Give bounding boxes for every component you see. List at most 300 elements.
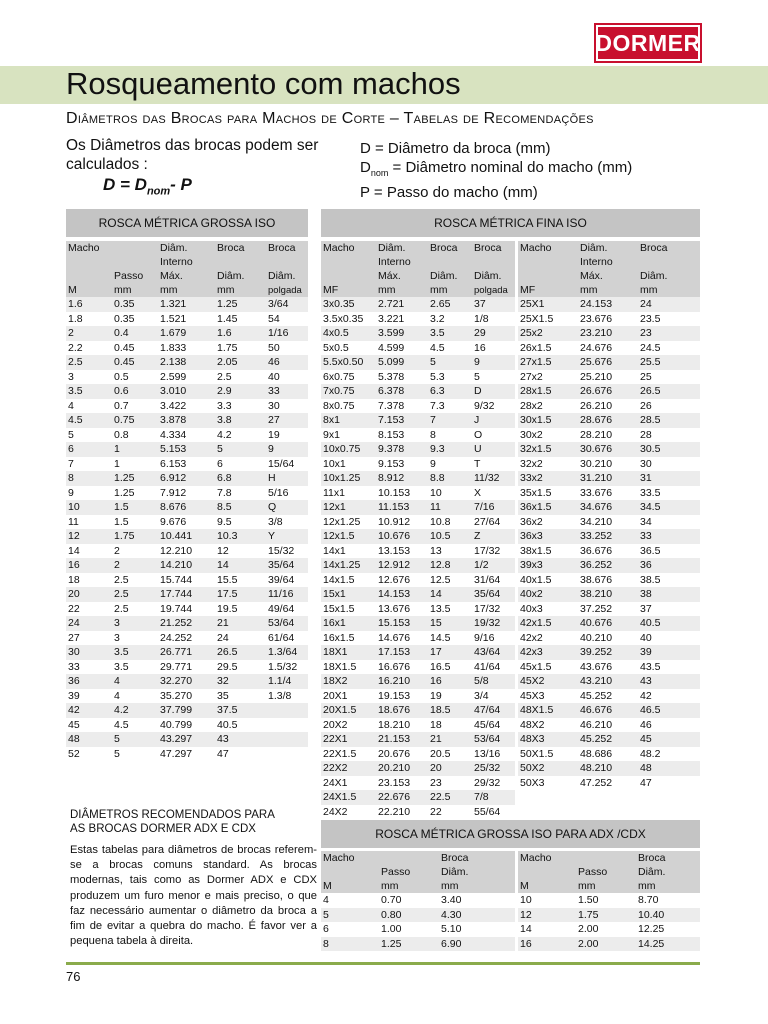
fina-right-row bbox=[518, 587, 700, 602]
fina-right-cell: 40.5 bbox=[638, 616, 700, 631]
fina-left-header-cell: polgada bbox=[472, 283, 515, 297]
fina-left-cell: 3.5 bbox=[428, 326, 472, 341]
grossa-cell: 6.912 bbox=[158, 471, 215, 486]
fina-right-header-cell: Macho bbox=[518, 241, 578, 255]
grossa-row bbox=[66, 399, 308, 414]
grossa-cell: 1 bbox=[112, 442, 158, 457]
fina-right-cell: 38.676 bbox=[578, 573, 638, 588]
fina-right-row bbox=[518, 384, 700, 399]
grossa-row bbox=[66, 674, 308, 689]
grossa-cell: 2 bbox=[112, 544, 158, 559]
fina-left-cell: 29/32 bbox=[472, 776, 515, 791]
fina-right-cell: 45x1.5 bbox=[518, 660, 578, 675]
grossa-cell: 35.270 bbox=[158, 689, 215, 704]
adx-left-header-row bbox=[321, 865, 515, 879]
fina-right-header-cell: Broca bbox=[638, 241, 700, 255]
fina-left-header-row bbox=[321, 283, 515, 297]
grossa-cell: 29.5 bbox=[215, 660, 266, 675]
fina-heading: ROSCA MÉTRICA FINA ISO bbox=[321, 209, 700, 237]
grossa-cell: 9.5 bbox=[215, 515, 266, 530]
fina-right-header-cell: Diâm. bbox=[638, 269, 700, 283]
grossa-cell: 11/16 bbox=[266, 587, 308, 602]
fina-right-header-cell: Interno bbox=[578, 255, 638, 269]
fina-right-row bbox=[518, 703, 700, 718]
fina-left-cell: 5/8 bbox=[472, 674, 515, 689]
grossa-cell: 1.75 bbox=[112, 529, 158, 544]
fina-right-cell: 27x2 bbox=[518, 370, 578, 385]
fina-right-cell: 42 bbox=[638, 689, 700, 704]
grossa-cell: 52 bbox=[66, 747, 112, 762]
grossa-cell: 12 bbox=[215, 544, 266, 559]
fina-left-cell: 14.676 bbox=[376, 631, 428, 646]
grossa-cell: 1.321 bbox=[158, 297, 215, 312]
fina-left-row bbox=[321, 384, 515, 399]
fina-right-cell: 39 bbox=[638, 645, 700, 660]
grossa-cell: 8.5 bbox=[215, 500, 266, 515]
grossa-cell: 1.3/8 bbox=[266, 689, 308, 704]
grossa-cell: 1.25 bbox=[215, 297, 266, 312]
fina-left-cell: 8.912 bbox=[376, 471, 428, 486]
grossa-header-cell bbox=[66, 269, 112, 283]
adx-right-header-cell: Broca bbox=[636, 851, 700, 865]
fina-table-right bbox=[518, 241, 700, 790]
grossa-cell: 6 bbox=[66, 442, 112, 457]
adx-left-header-cell: mm bbox=[439, 879, 515, 893]
grossa-cell: 42 bbox=[66, 703, 112, 718]
grossa-cell: 0.35 bbox=[112, 297, 158, 312]
grossa-cell: 0.6 bbox=[112, 384, 158, 399]
grossa-row bbox=[66, 486, 308, 501]
fina-left-row bbox=[321, 616, 515, 631]
grossa-cell: 24 bbox=[66, 616, 112, 631]
adx-left-header-cell: Diâm. bbox=[439, 865, 515, 879]
fina-right-row bbox=[518, 631, 700, 646]
fina-left-row bbox=[321, 674, 515, 689]
grossa-cell: 2.138 bbox=[158, 355, 215, 370]
recommended-heading-line2: AS BROCAS DORMER ADX E CDX bbox=[70, 823, 256, 835]
grossa-cell: 8.676 bbox=[158, 500, 215, 515]
fina-right-row bbox=[518, 341, 700, 356]
fina-left-row bbox=[321, 805, 515, 820]
fina-left-row bbox=[321, 558, 515, 573]
fina-left-row bbox=[321, 399, 515, 414]
fina-left-row bbox=[321, 471, 515, 486]
fina-right-row bbox=[518, 602, 700, 617]
grossa-header-cell bbox=[215, 255, 266, 269]
fina-right-cell: 40.210 bbox=[578, 631, 638, 646]
footer-divider bbox=[66, 962, 700, 965]
fina-right-cell: 48.210 bbox=[578, 761, 638, 776]
fina-left-row bbox=[321, 486, 515, 501]
grossa-cell: 2 bbox=[112, 558, 158, 573]
adx-table-right bbox=[518, 851, 700, 951]
grossa-row bbox=[66, 326, 308, 341]
fina-right-cell: 25.210 bbox=[578, 370, 638, 385]
fina-left-row bbox=[321, 457, 515, 472]
fina-left-cell: 47/64 bbox=[472, 703, 515, 718]
fina-left-cell: 1/2 bbox=[472, 558, 515, 573]
fina-left-cell: 3.2 bbox=[428, 312, 472, 327]
fina-left-cell: 25/32 bbox=[472, 761, 515, 776]
grossa-cell: 0.7 bbox=[112, 399, 158, 414]
fina-right-cell: 26x1.5 bbox=[518, 341, 578, 356]
grossa-cell: 30 bbox=[266, 399, 308, 414]
fina-right-row bbox=[518, 558, 700, 573]
fina-left-cell: 6.3 bbox=[428, 384, 472, 399]
adx-left-cell: 5.10 bbox=[439, 922, 515, 937]
fina-left-cell: 24X1.5 bbox=[321, 790, 376, 805]
fina-left-row bbox=[321, 602, 515, 617]
grossa-cell: 43.297 bbox=[158, 732, 215, 747]
fina-left-cell: Z bbox=[472, 529, 515, 544]
fina-left-cell: 4.5 bbox=[428, 341, 472, 356]
adx-left-row bbox=[321, 893, 515, 908]
fina-right-cell: 50X2 bbox=[518, 761, 578, 776]
grossa-cell: 1 bbox=[112, 457, 158, 472]
grossa-cell: 1.5 bbox=[112, 500, 158, 515]
fina-left-cell: 14x1.5 bbox=[321, 573, 376, 588]
fina-left-header-cell: Interno bbox=[376, 255, 428, 269]
grossa-cell: H bbox=[266, 471, 308, 486]
grossa-cell: 37.799 bbox=[158, 703, 215, 718]
fina-left-row bbox=[321, 631, 515, 646]
grossa-cell: 53/64 bbox=[266, 616, 308, 631]
fina-left-row bbox=[321, 515, 515, 530]
fina-right-cell: 48.686 bbox=[578, 747, 638, 762]
fina-left-cell: 12.912 bbox=[376, 558, 428, 573]
grossa-cell bbox=[266, 747, 308, 762]
grossa-row bbox=[66, 616, 308, 631]
fina-left-cell: D bbox=[472, 384, 515, 399]
fina-right-header-cell: Máx. bbox=[578, 269, 638, 283]
fina-right-cell: 34.210 bbox=[578, 515, 638, 530]
fina-left-cell: 16x1.5 bbox=[321, 631, 376, 646]
adx-left-row bbox=[321, 908, 515, 923]
grossa-cell: 33 bbox=[266, 384, 308, 399]
fina-left-cell: 12.8 bbox=[428, 558, 472, 573]
grossa-header-row bbox=[66, 241, 308, 255]
adx-right-header-cell bbox=[576, 851, 636, 865]
fina-left-row bbox=[321, 355, 515, 370]
fina-left-cell: 18X2 bbox=[321, 674, 376, 689]
grossa-row bbox=[66, 689, 308, 704]
fina-right-row bbox=[518, 747, 700, 762]
grossa-cell: 2.5 bbox=[112, 573, 158, 588]
adx-right-cell: 14 bbox=[518, 922, 576, 937]
fina-left-header-cell bbox=[428, 255, 472, 269]
grossa-cell: 4.5 bbox=[66, 413, 112, 428]
fina-right-cell: 40x1.5 bbox=[518, 573, 578, 588]
adx-right-row bbox=[518, 922, 700, 937]
adx-left-cell: 6.90 bbox=[439, 937, 515, 952]
grossa-cell: 4 bbox=[66, 399, 112, 414]
fina-left-cell: 16 bbox=[472, 341, 515, 356]
grossa-cell: 6 bbox=[215, 457, 266, 472]
fina-right-cell: 28.210 bbox=[578, 428, 638, 443]
grossa-cell: 40.799 bbox=[158, 718, 215, 733]
grossa-header-cell: mm bbox=[215, 283, 266, 297]
grossa-row bbox=[66, 602, 308, 617]
definition-d: D = Diâmetro da broca (mm) bbox=[360, 140, 551, 157]
fina-left-cell: 22.5 bbox=[428, 790, 472, 805]
fina-left-cell: 4.599 bbox=[376, 341, 428, 356]
fina-left-cell: 13.153 bbox=[376, 544, 428, 559]
grossa-cell: 12.210 bbox=[158, 544, 215, 559]
adx-right-header-cell: Passo bbox=[576, 865, 636, 879]
grossa-cell: 14.210 bbox=[158, 558, 215, 573]
fina-left-cell: 9x1 bbox=[321, 428, 376, 443]
grossa-cell: 24.252 bbox=[158, 631, 215, 646]
fina-left-cell: 16x1 bbox=[321, 616, 376, 631]
fina-right-cell: 30x1.5 bbox=[518, 413, 578, 428]
fina-right-header-row bbox=[518, 283, 700, 297]
fina-left-cell: 8.153 bbox=[376, 428, 428, 443]
fina-left-cell: 16.5 bbox=[428, 660, 472, 675]
fina-left-cell: 7.153 bbox=[376, 413, 428, 428]
grossa-cell: 2.9 bbox=[215, 384, 266, 399]
fina-left-cell: 13/16 bbox=[472, 747, 515, 762]
fina-left-cell: 13.5 bbox=[428, 602, 472, 617]
fina-left-cell: 35/64 bbox=[472, 587, 515, 602]
fina-left-cell: 22.210 bbox=[376, 805, 428, 820]
fina-right-cell: 24 bbox=[638, 297, 700, 312]
adx-left-header-cell bbox=[321, 865, 379, 879]
grossa-cell: 15.744 bbox=[158, 573, 215, 588]
grossa-cell: 32.270 bbox=[158, 674, 215, 689]
grossa-cell: 4.5 bbox=[112, 718, 158, 733]
adx-right-cell: 16 bbox=[518, 937, 576, 952]
grossa-cell: 1.679 bbox=[158, 326, 215, 341]
grossa-cell: 4.334 bbox=[158, 428, 215, 443]
fina-right-cell: 50X1.5 bbox=[518, 747, 578, 762]
fina-left-cell: 43/64 bbox=[472, 645, 515, 660]
fina-left-row bbox=[321, 776, 515, 791]
grossa-cell: Q bbox=[266, 500, 308, 515]
grossa-cell: 3.878 bbox=[158, 413, 215, 428]
fina-right-cell: 37.252 bbox=[578, 602, 638, 617]
grossa-header-cell: mm bbox=[112, 283, 158, 297]
grossa-cell: 3.010 bbox=[158, 384, 215, 399]
adx-right-header-cell: Diâm. bbox=[636, 865, 700, 879]
fina-right-cell: 25X1.5 bbox=[518, 312, 578, 327]
grossa-cell: 2 bbox=[66, 326, 112, 341]
fina-right-cell: 32x1.5 bbox=[518, 442, 578, 457]
fina-right-row bbox=[518, 660, 700, 675]
fina-left-cell: 23.153 bbox=[376, 776, 428, 791]
fina-left-cell: 10.5 bbox=[428, 529, 472, 544]
fina-left-cell: 19/32 bbox=[472, 616, 515, 631]
fina-left-cell: 3.221 bbox=[376, 312, 428, 327]
fina-left-header-cell: mm bbox=[376, 283, 428, 297]
adx-right-cell: 8.70 bbox=[636, 893, 700, 908]
fina-right-cell: 40x2 bbox=[518, 587, 578, 602]
fina-left-header-cell: mm bbox=[428, 283, 472, 297]
grossa-cell: 19.5 bbox=[215, 602, 266, 617]
fina-left-cell: 8x0.75 bbox=[321, 399, 376, 414]
fina-left-cell: 18X1.5 bbox=[321, 660, 376, 675]
adx-right-header-row bbox=[518, 851, 700, 865]
fina-left-cell: 3/4 bbox=[472, 689, 515, 704]
grossa-cell: 2.5 bbox=[66, 355, 112, 370]
grossa-header-cell bbox=[112, 241, 158, 255]
fina-right-cell: 43.676 bbox=[578, 660, 638, 675]
fina-right-cell: 40x3 bbox=[518, 602, 578, 617]
fina-right-cell: 38.210 bbox=[578, 587, 638, 602]
grossa-table bbox=[66, 241, 308, 761]
fina-right-cell: 28x1.5 bbox=[518, 384, 578, 399]
grossa-header-cell: Broca bbox=[266, 241, 308, 255]
fina-left-cell: 22X1.5 bbox=[321, 747, 376, 762]
grossa-cell: 5/16 bbox=[266, 486, 308, 501]
grossa-cell: 1.45 bbox=[215, 312, 266, 327]
grossa-cell: 26.5 bbox=[215, 645, 266, 660]
fina-left-cell: 41/64 bbox=[472, 660, 515, 675]
adx-left-cell: 4 bbox=[321, 893, 379, 908]
grossa-cell: 21 bbox=[215, 616, 266, 631]
fina-left-row bbox=[321, 500, 515, 515]
grossa-cell: 9.676 bbox=[158, 515, 215, 530]
fina-left-cell: 9.3 bbox=[428, 442, 472, 457]
grossa-cell: 17.5 bbox=[215, 587, 266, 602]
grossa-cell: 10 bbox=[66, 500, 112, 515]
adx-left-header-row bbox=[321, 879, 515, 893]
fina-right-cell: 25x2 bbox=[518, 326, 578, 341]
grossa-cell bbox=[266, 732, 308, 747]
fina-left-cell: 8x1 bbox=[321, 413, 376, 428]
fina-left-cell: 12x1 bbox=[321, 500, 376, 515]
grossa-header-cell: Diâm. bbox=[266, 269, 308, 283]
fina-left-cell: 16.210 bbox=[376, 674, 428, 689]
adx-right-header-cell bbox=[518, 865, 576, 879]
fina-right-cell: 30.5 bbox=[638, 442, 700, 457]
fina-left-cell: 3x0.35 bbox=[321, 297, 376, 312]
fina-left-row bbox=[321, 718, 515, 733]
fina-right-cell: 24.676 bbox=[578, 341, 638, 356]
grossa-cell: 2.5 bbox=[215, 370, 266, 385]
fina-right-cell: 25.676 bbox=[578, 355, 638, 370]
fina-right-cell: 23.676 bbox=[578, 312, 638, 327]
fina-left-row bbox=[321, 573, 515, 588]
grossa-cell bbox=[266, 718, 308, 733]
grossa-cell: 50 bbox=[266, 341, 308, 356]
fina-left-row bbox=[321, 442, 515, 457]
fina-left-cell: 8.8 bbox=[428, 471, 472, 486]
grossa-row bbox=[66, 558, 308, 573]
fina-right-cell: 46.210 bbox=[578, 718, 638, 733]
fina-left-cell: 37 bbox=[472, 297, 515, 312]
fina-right-cell: 36.676 bbox=[578, 544, 638, 559]
fina-left-cell: 7/8 bbox=[472, 790, 515, 805]
grossa-header-cell: Macho bbox=[66, 241, 112, 255]
grossa-cell: 14 bbox=[66, 544, 112, 559]
definition-dnom: $D_{nom}$ = Diâmetro nominal do macho (mm) bbox=[360, 159, 633, 178]
fina-left-cell: 5.3 bbox=[428, 370, 472, 385]
fina-right-row bbox=[518, 529, 700, 544]
fina-left-cell: 5.378 bbox=[376, 370, 428, 385]
fina-right-cell: 48X3 bbox=[518, 732, 578, 747]
fina-left-cell: 20.210 bbox=[376, 761, 428, 776]
grossa-cell: 10.3 bbox=[215, 529, 266, 544]
fina-right-cell: 48 bbox=[638, 761, 700, 776]
grossa-row bbox=[66, 732, 308, 747]
grossa-row bbox=[66, 573, 308, 588]
fina-left-cell: 24X1 bbox=[321, 776, 376, 791]
fina-right-cell: 33.5 bbox=[638, 486, 700, 501]
fina-right-cell: 46.5 bbox=[638, 703, 700, 718]
adx-left-cell: 1.00 bbox=[379, 922, 439, 937]
fina-right-cell: 24.153 bbox=[578, 297, 638, 312]
grossa-cell: 36 bbox=[66, 674, 112, 689]
fina-left-cell: 10.912 bbox=[376, 515, 428, 530]
fina-right-cell: 26 bbox=[638, 399, 700, 414]
fina-left-cell: 10x0.75 bbox=[321, 442, 376, 457]
fina-left-row bbox=[321, 297, 515, 312]
fina-right-cell: 23.210 bbox=[578, 326, 638, 341]
grossa-cell: 1.25 bbox=[112, 486, 158, 501]
fina-right-cell: 34.676 bbox=[578, 500, 638, 515]
fina-left-header-cell: Diâm. bbox=[376, 241, 428, 255]
grossa-cell: 40.5 bbox=[215, 718, 266, 733]
fina-left-cell: 53/64 bbox=[472, 732, 515, 747]
fina-right-cell: 30.676 bbox=[578, 442, 638, 457]
fina-right-cell: 45X2 bbox=[518, 674, 578, 689]
fina-left-cell: 7x0.75 bbox=[321, 384, 376, 399]
adx-left-header-cell: mm bbox=[379, 879, 439, 893]
grossa-cell: 1.8 bbox=[66, 312, 112, 327]
grossa-cell: 43 bbox=[215, 732, 266, 747]
fina-left-cell: 11.153 bbox=[376, 500, 428, 515]
fina-left-cell: 14 bbox=[428, 587, 472, 602]
grossa-row bbox=[66, 660, 308, 675]
fina-right-row bbox=[518, 370, 700, 385]
fina-left-cell: 29 bbox=[472, 326, 515, 341]
grossa-cell: 49/64 bbox=[266, 602, 308, 617]
grossa-cell: 4 bbox=[112, 689, 158, 704]
grossa-cell: 27 bbox=[266, 413, 308, 428]
fina-right-cell: 42x1.5 bbox=[518, 616, 578, 631]
fina-right-header-cell bbox=[518, 255, 578, 269]
fina-right-cell: 33x2 bbox=[518, 471, 578, 486]
grossa-cell: 1.833 bbox=[158, 341, 215, 356]
grossa-cell: 6.8 bbox=[215, 471, 266, 486]
grossa-cell: 4 bbox=[112, 674, 158, 689]
grossa-cell: 0.4 bbox=[112, 326, 158, 341]
fina-left-cell: 11/32 bbox=[472, 471, 515, 486]
grossa-cell: 1/16 bbox=[266, 326, 308, 341]
grossa-row bbox=[66, 631, 308, 646]
grossa-cell: 2.2 bbox=[66, 341, 112, 356]
grossa-cell: 26.771 bbox=[158, 645, 215, 660]
grossa-row bbox=[66, 645, 308, 660]
grossa-header-row bbox=[66, 269, 308, 283]
fina-left-cell: 10.8 bbox=[428, 515, 472, 530]
grossa-row bbox=[66, 457, 308, 472]
fina-right-row bbox=[518, 689, 700, 704]
fina-left-cell: 13.676 bbox=[376, 602, 428, 617]
grossa-cell: 0.45 bbox=[112, 341, 158, 356]
recommended-heading bbox=[70, 808, 310, 836]
fina-left-row bbox=[321, 544, 515, 559]
grossa-heading: ROSCA MÉTRICA GROSSA ISO bbox=[66, 209, 308, 237]
fina-left-cell: 18.5 bbox=[428, 703, 472, 718]
fina-right-header-cell bbox=[518, 269, 578, 283]
fina-right-row bbox=[518, 761, 700, 776]
grossa-cell: 46 bbox=[266, 355, 308, 370]
fina-right-cell: 24.5 bbox=[638, 341, 700, 356]
fina-left-cell: 9.153 bbox=[376, 457, 428, 472]
fina-left-cell: 12x1.25 bbox=[321, 515, 376, 530]
grossa-cell: 27 bbox=[66, 631, 112, 646]
